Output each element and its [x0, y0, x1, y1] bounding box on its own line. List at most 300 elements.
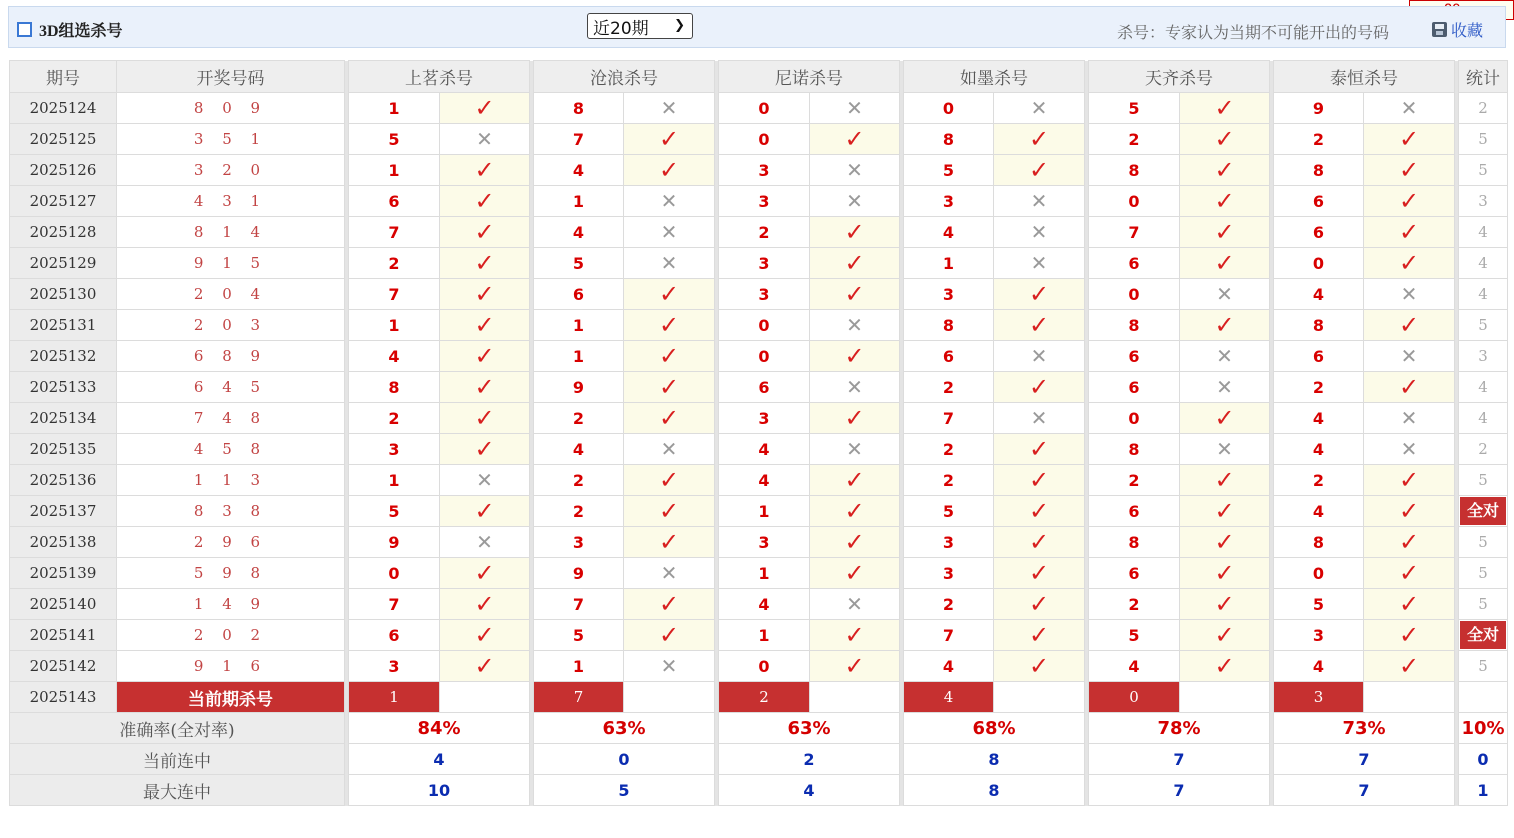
kill-number-cell: 5: [349, 496, 440, 527]
header-expert: 尼诺杀号: [719, 61, 900, 93]
save-disk-icon: [1432, 22, 1447, 37]
kill-number-cell: 6: [1089, 372, 1180, 403]
check-icon: ✓: [810, 279, 900, 310]
cross-icon: ✕: [1364, 93, 1455, 124]
favorite-label: 收藏: [1451, 21, 1484, 40]
check-icon: ✓: [1180, 558, 1270, 589]
kill-number-cell: 8: [1089, 155, 1180, 186]
check-icon: ✓: [1180, 248, 1270, 279]
stat-cell: 4: [1459, 217, 1508, 248]
all-correct-badge: [1459, 496, 1508, 527]
table-row: [10, 496, 1508, 527]
kill-number-cell: 0: [349, 558, 440, 589]
check-icon: ✓: [994, 651, 1085, 682]
kill-number-cell: 9: [349, 527, 440, 558]
kill-number-cell: 3: [904, 186, 994, 217]
table-row: [10, 310, 1508, 341]
kill-number-cell: 1: [534, 310, 624, 341]
kill-number-cell: 2: [904, 465, 994, 496]
check-icon: ✓: [624, 341, 715, 372]
cross-icon: ✕: [810, 372, 900, 403]
draw-number-cell: 1 4 9: [117, 589, 345, 620]
kill-number-cell: 5: [904, 496, 994, 527]
kill-number-cell: 7: [349, 279, 440, 310]
kill-number-cell: 8: [1274, 310, 1364, 341]
check-icon: ✓: [624, 403, 715, 434]
check-icon: ✓: [1364, 155, 1455, 186]
favorite-link[interactable]: [1432, 18, 1483, 41]
kill-number-cell: 9: [1274, 93, 1364, 124]
check-icon: ✓: [1364, 217, 1455, 248]
summary-stat: 1: [1459, 775, 1508, 806]
check-icon: ✓: [810, 217, 900, 248]
kill-number-cell: 3: [719, 527, 810, 558]
kill-number-cell: 5: [349, 124, 440, 155]
current-stat-blank: [1459, 682, 1508, 713]
kill-number-cell: 1: [349, 155, 440, 186]
cross-icon: ✕: [624, 434, 715, 465]
check-icon: ✓: [624, 465, 715, 496]
kill-number-cell: 2: [1274, 372, 1364, 403]
stat-cell: 5: [1459, 527, 1508, 558]
table-row: [10, 279, 1508, 310]
kill-number-cell: 0: [1089, 403, 1180, 434]
draw-number-cell: 8 0 9: [117, 93, 345, 124]
kill-explanation: 杀号：专家认为当期不可能开出的号码: [1117, 23, 1390, 42]
cross-icon: ✕: [1364, 434, 1455, 465]
all-correct-badge: [1459, 620, 1508, 651]
summary-label: 当前连中: [10, 744, 345, 775]
check-icon: ✓: [1364, 310, 1455, 341]
check-icon: ✓: [624, 620, 715, 651]
current-kill-blank: [440, 682, 530, 713]
check-icon: ✓: [624, 589, 715, 620]
check-icon: ✓: [994, 279, 1085, 310]
check-icon: ✓: [440, 651, 530, 682]
table-row: [10, 248, 1508, 279]
table-row: [10, 217, 1508, 248]
check-icon: ✓: [440, 558, 530, 589]
kill-number-cell: 2: [349, 403, 440, 434]
check-icon: ✓: [994, 372, 1085, 403]
kill-number-cell: 7: [349, 589, 440, 620]
kill-number-cell: 0: [719, 93, 810, 124]
stat-cell: 5: [1459, 124, 1508, 155]
kill-number-cell: 5: [904, 155, 994, 186]
header-expert: 沧浪杀号: [534, 61, 715, 93]
kill-number-cell: 0: [719, 310, 810, 341]
table-row: [10, 558, 1508, 589]
current-kill-blank: [810, 682, 900, 713]
kill-number-cell: 6: [904, 341, 994, 372]
current-period-row: [10, 682, 1508, 713]
kill-number-cell: 6: [349, 186, 440, 217]
kill-number-cell: 3: [719, 403, 810, 434]
draw-number-cell: 6 8 9: [117, 341, 345, 372]
kill-number-cell: 2: [1089, 124, 1180, 155]
draw-number-cell: 2 0 3: [117, 310, 345, 341]
kill-number-cell: 0: [719, 651, 810, 682]
stat-cell: 2: [1459, 434, 1508, 465]
cross-icon: ✕: [440, 124, 530, 155]
cross-icon: ✕: [994, 93, 1085, 124]
summary-value: 4: [349, 744, 530, 775]
current-kill-number: 3: [1274, 682, 1364, 713]
stat-cell: 5: [1459, 465, 1508, 496]
check-icon: ✓: [994, 465, 1085, 496]
cross-icon: ✕: [440, 527, 530, 558]
summary-value: 8: [904, 775, 1085, 806]
issue-cell: 2025141: [10, 620, 117, 651]
kill-number-cell: 4: [719, 434, 810, 465]
check-icon: ✓: [1180, 496, 1270, 527]
check-icon: ✓: [810, 651, 900, 682]
kill-number-cell: 2: [1089, 589, 1180, 620]
kill-number-cell: 8: [904, 124, 994, 155]
issue-cell: 2025126: [10, 155, 117, 186]
kill-number-cell: 4: [534, 155, 624, 186]
issue-cell: 2025138: [10, 527, 117, 558]
draw-number-cell: 8 1 4: [117, 217, 345, 248]
current-kill-number: 7: [534, 682, 624, 713]
summary-value: 78%: [1089, 713, 1270, 744]
cross-icon: ✕: [994, 403, 1085, 434]
kill-number-cell: 2: [719, 217, 810, 248]
period-select-value: 近20期: [593, 18, 649, 39]
issue-cell: 2025142: [10, 651, 117, 682]
kill-number-cell: 3: [904, 527, 994, 558]
kill-number-cell: 3: [904, 279, 994, 310]
kill-number-cell: 2: [904, 434, 994, 465]
check-icon: ✓: [440, 496, 530, 527]
issue-cell: 2025128: [10, 217, 117, 248]
draw-number-cell: 9 1 6: [117, 651, 345, 682]
check-icon: ✓: [1364, 620, 1455, 651]
kill-number-cell: 3: [534, 527, 624, 558]
kill-number-cell: 4: [719, 589, 810, 620]
header-expert: 泰恒杀号: [1274, 61, 1455, 93]
check-icon: ✓: [440, 434, 530, 465]
kill-number-cell: 1: [534, 651, 624, 682]
current-kill-number: 1: [349, 682, 440, 713]
kill-number-cell: 0: [719, 124, 810, 155]
kill-number-cell: 0: [904, 93, 994, 124]
check-icon: ✓: [810, 341, 900, 372]
kill-number-cell: 3: [904, 558, 994, 589]
table-row: [10, 155, 1508, 186]
summary-value: 63%: [719, 713, 900, 744]
kill-number-cell: 0: [1274, 248, 1364, 279]
check-icon: ✓: [994, 589, 1085, 620]
kill-number-cell: 8: [1089, 310, 1180, 341]
check-icon: ✓: [994, 620, 1085, 651]
top-bar: [8, 6, 1506, 48]
kill-number-cell: 5: [534, 620, 624, 651]
check-icon: ✓: [624, 124, 715, 155]
kill-number-cell: 8: [534, 93, 624, 124]
issue-cell: 2025125: [10, 124, 117, 155]
kill-number-table: [9, 60, 1508, 806]
summary-value: 84%: [349, 713, 530, 744]
summary-value: 0: [534, 744, 715, 775]
kill-number-cell: 7: [1089, 217, 1180, 248]
kill-number-cell: 4: [904, 651, 994, 682]
kill-number-cell: 0: [1274, 558, 1364, 589]
kill-number-cell: 5: [1274, 589, 1364, 620]
stat-cell: 3: [1459, 186, 1508, 217]
check-icon: ✓: [1364, 465, 1455, 496]
kill-number-cell: 4: [1089, 651, 1180, 682]
header-issue: 期号: [10, 61, 117, 93]
kill-number-cell: 6: [1089, 341, 1180, 372]
check-icon: ✓: [1364, 651, 1455, 682]
check-icon: ✓: [624, 527, 715, 558]
cross-icon: ✕: [1180, 279, 1270, 310]
chevron-down-icon: ❯: [674, 18, 685, 33]
check-icon: ✓: [1364, 186, 1455, 217]
cross-icon: ✕: [624, 248, 715, 279]
stat-cell: 5: [1459, 651, 1508, 682]
kill-number-cell: 7: [534, 589, 624, 620]
check-icon: ✓: [624, 372, 715, 403]
cross-icon: ✕: [810, 434, 900, 465]
period-select[interactable]: [587, 13, 693, 39]
table-row: [10, 341, 1508, 372]
kill-number-cell: 9: [534, 558, 624, 589]
cross-icon: ✕: [1180, 372, 1270, 403]
stat-cell: 4: [1459, 248, 1508, 279]
check-icon: ✓: [1180, 310, 1270, 341]
page-title: 3D组选杀号: [39, 22, 123, 40]
summary-value: 63%: [534, 713, 715, 744]
check-icon: ✓: [1364, 124, 1455, 155]
kill-number-cell: 1: [349, 310, 440, 341]
check-icon: ✓: [810, 124, 900, 155]
issue-cell: 2025140: [10, 589, 117, 620]
kill-number-cell: 3: [719, 248, 810, 279]
kill-number-cell: 8: [1274, 527, 1364, 558]
kill-number-cell: 8: [1089, 434, 1180, 465]
header-expert: 上茗杀号: [349, 61, 530, 93]
check-icon: ✓: [810, 558, 900, 589]
summary-value: 4: [719, 775, 900, 806]
check-icon: ✓: [1180, 155, 1270, 186]
kill-number-cell: 1: [534, 186, 624, 217]
check-icon: ✓: [994, 558, 1085, 589]
issue-cell: 2025137: [10, 496, 117, 527]
kill-number-cell: 2: [1089, 465, 1180, 496]
check-icon: ✓: [624, 279, 715, 310]
kill-number-cell: 1: [719, 620, 810, 651]
check-icon: ✓: [1180, 589, 1270, 620]
check-icon: ✓: [1180, 651, 1270, 682]
accuracy-row: [10, 713, 1508, 744]
table-body: [10, 61, 1508, 806]
draw-number-cell: 3 5 1: [117, 124, 345, 155]
kill-number-cell: 5: [534, 248, 624, 279]
check-icon: ✓: [624, 155, 715, 186]
stat-cell: 5: [1459, 155, 1508, 186]
stat-cell: 5: [1459, 558, 1508, 589]
check-icon: ✓: [810, 465, 900, 496]
summary-stat: 10%: [1459, 713, 1508, 744]
header-draw: 开奖号码: [117, 61, 345, 93]
stat-cell: 4: [1459, 403, 1508, 434]
check-icon: ✓: [994, 496, 1085, 527]
cross-icon: ✕: [994, 248, 1085, 279]
cross-icon: ✕: [1364, 403, 1455, 434]
kill-number-cell: 7: [534, 124, 624, 155]
draw-number-cell: 9 1 5: [117, 248, 345, 279]
kill-number-cell: 4: [534, 217, 624, 248]
check-icon: ✓: [1180, 620, 1270, 651]
kill-number-cell: 6: [1274, 341, 1364, 372]
check-icon: ✓: [994, 527, 1085, 558]
cross-icon: ✕: [810, 155, 900, 186]
kill-number-cell: 4: [534, 434, 624, 465]
check-icon: ✓: [1180, 465, 1270, 496]
kill-number-cell: 0: [1089, 186, 1180, 217]
check-icon: ✓: [440, 589, 530, 620]
kill-number-cell: 6: [534, 279, 624, 310]
summary-value: 2: [719, 744, 900, 775]
table-row: [10, 620, 1508, 651]
kill-number-cell: 1: [534, 341, 624, 372]
kill-number-cell: 2: [904, 372, 994, 403]
kill-number-cell: 0: [1089, 279, 1180, 310]
kill-number-cell: 7: [904, 620, 994, 651]
check-icon: ✓: [440, 403, 530, 434]
summary-value: 10: [349, 775, 530, 806]
kill-number-cell: 3: [349, 651, 440, 682]
cross-icon: ✕: [994, 217, 1085, 248]
kill-number-cell: 3: [719, 279, 810, 310]
cross-icon: ✕: [810, 186, 900, 217]
kill-number-cell: 8: [1274, 155, 1364, 186]
check-icon: ✓: [1364, 589, 1455, 620]
table-row: [10, 403, 1508, 434]
kill-number-cell: 7: [349, 217, 440, 248]
check-icon: ✓: [810, 496, 900, 527]
stat-cell: 5: [1459, 310, 1508, 341]
issue-cell: 2025136: [10, 465, 117, 496]
table-row: [10, 124, 1508, 155]
issue-cell: 2025134: [10, 403, 117, 434]
issue-cell: 2025129: [10, 248, 117, 279]
summary-value: 5: [534, 775, 715, 806]
check-icon: ✓: [1364, 248, 1455, 279]
check-icon: ✓: [1180, 124, 1270, 155]
check-icon: ✓: [440, 93, 530, 124]
cross-icon: ✕: [624, 651, 715, 682]
issue-cell: 2025130: [10, 279, 117, 310]
table-row: [10, 372, 1508, 403]
draw-number-cell: 8 3 8: [117, 496, 345, 527]
check-icon: ✓: [440, 620, 530, 651]
cross-icon: ✕: [994, 341, 1085, 372]
cross-icon: ✕: [810, 310, 900, 341]
current-kill-blank: [1364, 682, 1455, 713]
issue-cell: 2025127: [10, 186, 117, 217]
check-icon: ✓: [1180, 93, 1270, 124]
title-area: [17, 19, 123, 39]
cross-icon: ✕: [810, 589, 900, 620]
header-stat: 统计: [1459, 61, 1508, 93]
draw-number-cell: 1 1 3: [117, 465, 345, 496]
table-row: [10, 589, 1508, 620]
kill-number-cell: 6: [1089, 558, 1180, 589]
check-icon: ✓: [440, 217, 530, 248]
kill-number-cell: 2: [1274, 124, 1364, 155]
kill-number-cell: 5: [1089, 620, 1180, 651]
draw-number-cell: 6 4 5: [117, 372, 345, 403]
issue-cell: 2025132: [10, 341, 117, 372]
kill-number-cell: 4: [904, 217, 994, 248]
kill-number-cell: 1: [719, 558, 810, 589]
draw-number-cell: 4 5 8: [117, 434, 345, 465]
cross-icon: ✕: [624, 217, 715, 248]
kill-number-cell: 4: [349, 341, 440, 372]
kill-number-cell: 3: [1274, 620, 1364, 651]
kill-number-cell: 1: [719, 496, 810, 527]
max-streak-row: [10, 775, 1508, 806]
kill-number-cell: 6: [1089, 248, 1180, 279]
kill-number-cell: 9: [534, 372, 624, 403]
check-icon: ✓: [1180, 527, 1270, 558]
check-icon: ✓: [1180, 403, 1270, 434]
current-kill-label: 当前期杀号: [117, 682, 345, 713]
summary-value: 7: [1089, 775, 1270, 806]
check-icon: ✓: [440, 310, 530, 341]
cross-icon: ✕: [624, 186, 715, 217]
issue-cell: 2025139: [10, 558, 117, 589]
kill-number-cell: 8: [1089, 527, 1180, 558]
kill-number-cell: 4: [1274, 651, 1364, 682]
summary-label: 准确率(全对率): [10, 713, 345, 744]
check-icon: ✓: [810, 527, 900, 558]
draw-number-cell: 2 0 2: [117, 620, 345, 651]
draw-number-cell: 2 9 6: [117, 527, 345, 558]
cross-icon: ✕: [1180, 434, 1270, 465]
check-icon: ✓: [810, 403, 900, 434]
check-icon: ✓: [994, 434, 1085, 465]
draw-number-cell: 3 2 0: [117, 155, 345, 186]
kill-number-cell: 2: [1274, 465, 1364, 496]
kill-number-cell: 5: [1089, 93, 1180, 124]
kill-number-cell: 4: [1274, 279, 1364, 310]
check-icon: ✓: [1180, 217, 1270, 248]
current-kill-number: 4: [904, 682, 994, 713]
kill-number-cell: 7: [904, 403, 994, 434]
cross-icon: ✕: [994, 186, 1085, 217]
table-row: [10, 186, 1508, 217]
cross-icon: ✕: [1180, 341, 1270, 372]
kill-number-cell: 4: [719, 465, 810, 496]
current-kill-blank: [994, 682, 1085, 713]
check-icon: ✓: [624, 310, 715, 341]
check-icon: ✓: [1364, 496, 1455, 527]
kill-number-cell: 4: [1274, 496, 1364, 527]
summary-value: 8: [904, 744, 1085, 775]
check-icon: ✓: [440, 372, 530, 403]
issue-cell: 2025133: [10, 372, 117, 403]
check-icon: ✓: [810, 248, 900, 279]
kill-number-cell: 1: [349, 465, 440, 496]
current-kill-number: 2: [719, 682, 810, 713]
kill-number-cell: 2: [534, 465, 624, 496]
check-icon: ✓: [810, 620, 900, 651]
summary-value: 68%: [904, 713, 1085, 744]
